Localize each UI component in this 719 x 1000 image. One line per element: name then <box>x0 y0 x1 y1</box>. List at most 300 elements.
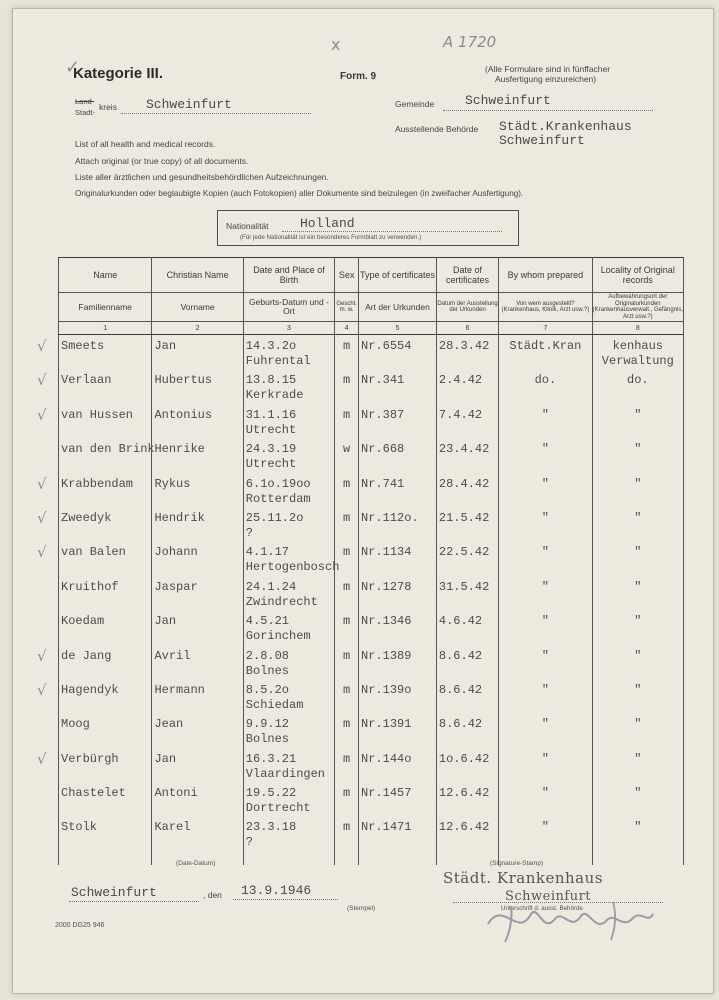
locality: " <box>634 786 642 801</box>
birth-place: Gorinchem <box>245 629 311 644</box>
form-note-line1: (Alle Formulare sind in fünffacher <box>485 64 611 74</box>
cert-date: 8.6.42 <box>438 717 483 732</box>
instruction-line-1: List of all health and medical records. <box>75 139 216 149</box>
footer-place: Schweinfurt <box>71 885 157 900</box>
family-name: Kruithof <box>61 579 119 594</box>
cell-birth <box>243 645 334 679</box>
handwritten-signature <box>483 894 658 946</box>
first-name: Rykus <box>154 476 191 491</box>
prepared-by: " <box>541 717 549 732</box>
locality: " <box>634 682 642 697</box>
blank-cell <box>359 851 437 865</box>
cell-prepared-by <box>499 679 592 713</box>
cell-name <box>37 748 152 782</box>
family-name: van den Brink <box>61 442 155 457</box>
cert-number: Nr.1346 <box>361 614 412 629</box>
blank-cell <box>59 851 152 865</box>
cell-birth <box>243 576 334 610</box>
cell-birth <box>243 816 334 850</box>
birth-date: 24.1.24 <box>245 579 297 594</box>
sex: m <box>342 751 351 766</box>
locality: " <box>634 648 642 663</box>
cell-prepared-by <box>499 645 592 679</box>
instruction-line-2: Attach original (or true copy) of all documents. <box>75 156 249 166</box>
cell-locality <box>592 369 683 403</box>
cell-cert-type <box>359 404 437 438</box>
cert-date: 28.3.42 <box>438 339 490 353</box>
cell-first-name <box>152 473 243 507</box>
cell-cert-date <box>436 473 498 507</box>
signature-note: Unterschrift d. ausst. Behörde <box>501 905 583 912</box>
table-row <box>59 541 684 575</box>
cert-date: 23.4.42 <box>438 442 490 457</box>
cert-date: 8.6.42 <box>438 648 483 663</box>
cell-cert-type <box>359 782 437 816</box>
col-header-geschlecht: Geschl. m. w. <box>335 293 359 322</box>
family-name: Hagendyk <box>61 682 119 697</box>
hospital-stamp-line2: Schweinfurt <box>505 889 592 904</box>
family-name: de Jang <box>61 648 112 663</box>
birth-date: 23.3.18 <box>245 820 297 835</box>
table-row <box>59 610 684 644</box>
locality: " <box>634 476 642 491</box>
birth-place: Bolnes <box>245 663 290 678</box>
cell-locality <box>592 541 683 575</box>
birth-place: Rotterdam <box>245 491 311 506</box>
cell-sex <box>335 713 359 747</box>
cell-first-name <box>152 679 243 713</box>
cell-cert-type <box>359 473 437 507</box>
col-number: 4 <box>335 322 359 335</box>
category-title: Kategorie III. <box>73 65 164 82</box>
col-number: 3 <box>243 322 334 335</box>
family-name: van Hussen <box>61 407 134 422</box>
cert-date: 31.5.42 <box>438 579 490 594</box>
instruction-line-4: Originalurkunden oder beglaubigte Kopien (auch Fotokopien) aller Dokumente sind beizulegen (in zweifacher Ausfertigung). <box>75 189 524 198</box>
kreis-value: Schweinfurt <box>146 97 232 112</box>
birth-date: 9.9.12 <box>245 717 290 732</box>
col-header-christian-name: Christian Name <box>152 258 243 293</box>
cell-name <box>37 473 152 507</box>
cell-cert-type <box>359 679 437 713</box>
cell-locality <box>592 404 683 438</box>
birth-place: ? <box>245 525 253 540</box>
cert-number: Nr.1278 <box>361 579 412 594</box>
gemeinde-value: Schweinfurt <box>465 93 551 108</box>
prepared-by: " <box>541 442 549 457</box>
cell-cert-type <box>359 645 437 679</box>
sex: m <box>342 579 351 594</box>
cell-cert-date <box>436 369 498 403</box>
cell-name <box>37 679 152 713</box>
table-row <box>59 645 684 679</box>
cell-locality <box>592 576 683 610</box>
behoerde-label: Ausstellende Behörde <box>395 124 479 134</box>
cert-number: Nr.1389 <box>361 648 412 663</box>
sex: m <box>342 648 351 663</box>
blank-cell <box>592 851 683 865</box>
family-name: Krabbendam <box>61 476 134 491</box>
records-table <box>37 257 684 865</box>
cell-cert-date <box>436 541 498 575</box>
cell-locality <box>592 438 683 472</box>
col-header-aufbewahrung: Aufbewahrungsort der Originalurkunden (Krankenhausverwalt., Gefängnis, Arzt usw.?) <box>592 294 683 320</box>
nationality-value: Holland <box>300 216 355 231</box>
col-number: 5 <box>359 322 437 335</box>
cell-first-name <box>152 369 243 403</box>
cell-cert-date <box>436 438 498 472</box>
stadt-label: Stadt- <box>75 108 96 117</box>
cell-cert-date <box>436 404 498 438</box>
cell-name <box>59 816 152 850</box>
cell-locality <box>592 335 683 370</box>
footer-date: 13.9.1946 <box>241 883 312 898</box>
cell-prepared-by <box>499 610 592 644</box>
cell-first-name <box>152 816 243 850</box>
cert-date: 12.6.42 <box>438 820 490 835</box>
cert-date: 28.4.42 <box>438 476 490 491</box>
prepared-by: " <box>541 545 549 560</box>
birth-date: 4.5.21 <box>245 614 290 629</box>
nationality-label: Nationalität <box>226 221 269 231</box>
cell-cert-date <box>436 713 498 747</box>
sex: m <box>342 682 351 697</box>
birth-place: Zwindrecht <box>245 594 318 609</box>
cell-prepared-by <box>499 816 592 850</box>
col-header-locality: Locality of Original records <box>592 258 683 293</box>
prepared-by: " <box>541 614 549 629</box>
first-name: Avril <box>154 648 191 663</box>
table-row <box>59 335 684 370</box>
cell-cert-type <box>359 610 437 644</box>
kreis-label: kreis <box>99 102 117 112</box>
cell-cert-type <box>359 748 437 782</box>
cert-date: 2.4.42 <box>438 373 483 388</box>
cell-locality <box>592 816 683 850</box>
locality: " <box>634 510 642 525</box>
birth-place: Bolnes <box>245 732 290 747</box>
family-name: Chastelet <box>61 786 126 801</box>
locality: " <box>634 579 642 594</box>
locality: " <box>634 545 642 560</box>
locality: do. <box>627 373 649 388</box>
cell-name <box>37 369 152 403</box>
cell-first-name <box>152 610 243 644</box>
cert-date: 22.5.42 <box>438 545 490 560</box>
cert-number: Nr.112o. <box>361 510 419 525</box>
first-name: Johann <box>154 545 198 560</box>
cell-prepared-by <box>499 748 592 782</box>
family-name: Verbürgh <box>61 751 119 766</box>
cell-name <box>37 507 152 541</box>
check-mark: √ <box>37 337 47 355</box>
cell-cert-date <box>436 816 498 850</box>
pencil-tick-mark: ✓ <box>65 57 81 78</box>
locality: " <box>634 614 642 629</box>
locality: kenhaus <box>612 339 664 353</box>
cell-birth <box>243 782 334 816</box>
cert-date: 4.6.42 <box>438 614 483 629</box>
sex: m <box>342 476 351 491</box>
col-header-geburt: Geburts-Datum und -Ort <box>243 293 334 322</box>
col-header-art: Art der Urkunden <box>359 293 437 322</box>
cell-cert-date <box>436 576 498 610</box>
col-header-cert-date: Date of certificates <box>436 258 498 293</box>
cell-locality <box>592 713 683 747</box>
cert-number: Nr.341 <box>361 373 405 388</box>
sex: m <box>342 717 351 732</box>
cert-number: Nr.1471 <box>361 820 412 835</box>
cell-birth <box>243 473 334 507</box>
check-mark: √ <box>37 405 47 424</box>
cell-sex <box>335 404 359 438</box>
cell-first-name <box>152 645 243 679</box>
cell-first-name <box>152 335 243 370</box>
cell-prepared-by <box>499 541 592 575</box>
sex: w <box>342 442 351 457</box>
cell-sex <box>335 816 359 850</box>
cell-birth <box>243 404 334 438</box>
prepared-by: " <box>541 786 549 801</box>
cell-locality <box>592 610 683 644</box>
cell-name <box>37 335 152 370</box>
cell-prepared-by <box>499 438 592 472</box>
col-number: 7 <box>499 322 592 335</box>
cert-number: Nr.387 <box>361 407 405 422</box>
first-name: Jean <box>154 717 184 732</box>
birth-date: 8.5.2o <box>245 682 290 697</box>
cell-cert-type <box>359 507 437 541</box>
behoerde-value-line2: Schweinfurt <box>499 133 585 148</box>
cell-sex <box>335 438 359 472</box>
cert-number: Nr.741 <box>361 476 405 491</box>
family-name: Zweedyk <box>61 510 112 525</box>
family-name: Koedam <box>61 614 105 629</box>
first-name: Hendrik <box>154 510 205 525</box>
table-row <box>59 438 684 472</box>
prepared-by: " <box>541 476 549 491</box>
stempel-label: (Stempel) <box>347 905 376 912</box>
col-number: 1 <box>59 322 152 335</box>
prepared-by: " <box>541 648 549 663</box>
cell-cert-type <box>359 541 437 575</box>
cell-first-name <box>152 404 243 438</box>
header-row-numbers <box>59 322 684 335</box>
col-header-familienname: Familienname <box>59 293 152 322</box>
sex: m <box>342 510 351 525</box>
locality: " <box>634 820 642 835</box>
cell-name <box>59 610 152 644</box>
prepared-by: " <box>541 407 549 422</box>
cell-cert-date <box>436 782 498 816</box>
locality: " <box>634 407 642 422</box>
cell-birth <box>243 713 334 747</box>
table-row <box>59 679 684 713</box>
birth-place: ? <box>245 835 253 850</box>
nationality-box <box>217 210 519 246</box>
cell-birth <box>243 748 334 782</box>
table-row <box>59 748 684 782</box>
cert-number: Nr.1391 <box>361 717 412 732</box>
locality: " <box>634 751 642 766</box>
check-mark: √ <box>37 474 47 493</box>
cell-cert-type <box>359 576 437 610</box>
table-row <box>59 507 684 541</box>
first-name: Jan <box>154 339 177 353</box>
check-mark: √ <box>37 508 47 527</box>
pencil-reference: A 1720 <box>443 33 497 51</box>
cell-birth <box>243 369 334 403</box>
cert-number: Nr.139o <box>361 682 412 697</box>
sex: m <box>342 820 351 835</box>
birth-date: 24.3.19 <box>245 442 297 457</box>
check-mark: √ <box>37 749 47 768</box>
cell-locality <box>592 748 683 782</box>
birth-place: Dortrecht <box>245 801 311 816</box>
col-header-birth: Date and Place of Birth <box>243 258 334 293</box>
cell-cert-type <box>359 335 437 370</box>
cell-birth <box>243 679 334 713</box>
birth-date: 31.1.16 <box>245 407 297 422</box>
form-number: Form. 9 <box>340 71 377 82</box>
cell-sex <box>335 679 359 713</box>
cert-number: Nr.668 <box>361 442 405 457</box>
table-row <box>59 404 684 438</box>
cell-locality <box>592 473 683 507</box>
form-note-line2: Ausfertigung einzureichen) <box>495 74 597 84</box>
cell-prepared-by <box>499 507 592 541</box>
col-header-sex: Sex <box>335 258 359 293</box>
cell-name <box>37 404 152 438</box>
col-header-datum: Datum der Ausstellung der Urkunden <box>436 293 498 322</box>
blank-row <box>59 851 684 865</box>
prepared-by: do. <box>534 373 557 388</box>
den-label: , den <box>203 890 222 900</box>
family-name: Smeets <box>61 339 105 353</box>
first-name: Henrike <box>154 442 205 457</box>
cell-sex <box>335 782 359 816</box>
first-name: Hermann <box>154 682 205 697</box>
check-mark: √ <box>37 371 47 390</box>
first-name: Hubertus <box>154 373 213 388</box>
col-number: 6 <box>436 322 498 335</box>
cert-number: Nr.1134 <box>361 545 412 560</box>
pencil-x-mark: x <box>331 35 341 54</box>
cert-date: 12.6.42 <box>438 786 490 801</box>
locality: " <box>634 717 642 732</box>
check-mark: √ <box>37 543 47 562</box>
table-row <box>59 782 684 816</box>
blank-cell <box>335 851 359 865</box>
cell-birth <box>243 610 334 644</box>
prepared-by: " <box>541 820 549 835</box>
cell-birth <box>243 541 340 575</box>
birth-date: 14.3.2o <box>245 339 297 353</box>
col-header-cert-type: Type of certificates <box>359 258 437 293</box>
col-header-prepared-by: By whom prepared <box>499 258 592 293</box>
document-page <box>12 8 714 994</box>
cell-name <box>59 438 155 472</box>
cell-first-name <box>152 713 243 747</box>
cell-prepared-by <box>499 473 592 507</box>
cell-first-name <box>152 748 243 782</box>
table-row <box>59 369 684 403</box>
birth-date: 16.3.21 <box>245 751 297 766</box>
col-header-vorname: Vorname <box>152 293 243 322</box>
gemeinde-label: Gemeinde <box>395 99 435 109</box>
cell-name <box>59 576 152 610</box>
cell-cert-type <box>359 438 437 472</box>
col-number: 2 <box>152 322 243 335</box>
cell-sex <box>335 576 359 610</box>
prepared-by: " <box>541 579 549 594</box>
locality: " <box>634 442 642 457</box>
nationality-note: (Für jede Nationalität ist ein besonderes Formblatt zu verwenden.) <box>240 234 422 241</box>
cert-number: Nr.1457 <box>361 786 412 801</box>
locality-line2: Verwaltung <box>601 354 674 368</box>
cell-name <box>37 645 152 679</box>
cell-prepared-by <box>499 404 592 438</box>
birth-place: Kerkrade <box>245 388 304 403</box>
table-row <box>59 816 684 850</box>
birth-place: Vlaardingen <box>245 766 326 781</box>
first-name: Jan <box>154 614 177 629</box>
birth-date: 6.1o.19oo <box>245 476 311 491</box>
first-name: Antonius <box>154 407 213 422</box>
cell-prepared-by <box>499 576 592 610</box>
instruction-line-3: Liste aller ärztlichen und gesundheitsbehördlichen Aufzeichnungen. <box>75 172 329 182</box>
cert-date: 7.4.42 <box>438 407 483 422</box>
blank-cell <box>243 851 334 865</box>
birth-date: 4.1.17 <box>245 545 290 560</box>
birth-date: 19.5.22 <box>245 786 297 801</box>
cert-date: 1o.6.42 <box>438 751 490 766</box>
cell-first-name <box>152 782 243 816</box>
cell-prepared-by <box>499 369 592 403</box>
birth-place: Hertogenbosch <box>245 560 340 575</box>
cell-cert-date <box>436 679 498 713</box>
sex: m <box>342 786 351 801</box>
cell-locality <box>592 645 683 679</box>
table-row <box>59 576 684 610</box>
prepared-by: " <box>541 751 549 766</box>
cell-locality <box>592 679 683 713</box>
sex: m <box>342 407 351 422</box>
cell-sex <box>335 369 359 403</box>
cell-sex <box>335 507 359 541</box>
prepared-by: Städt.Kran <box>509 339 582 353</box>
birth-date: 25.11.2o <box>245 510 304 525</box>
cell-cert-date <box>436 610 498 644</box>
cell-sex <box>335 610 359 644</box>
cell-first-name <box>152 507 243 541</box>
sex: m <box>342 614 351 629</box>
header-row-german <box>59 293 684 322</box>
form-code: 2000 DG25 946 <box>55 922 105 929</box>
first-name: Antoni <box>154 786 198 801</box>
cell-birth <box>243 335 334 370</box>
first-name: Karel <box>154 820 191 835</box>
family-name: Stolk <box>61 820 98 835</box>
cell-locality <box>592 507 683 541</box>
cell-first-name <box>152 438 243 472</box>
family-name: van Balen <box>61 545 126 560</box>
table-row <box>59 473 684 507</box>
cell-cert-date <box>436 645 498 679</box>
cert-number: Nr.6554 <box>361 339 412 353</box>
cell-sex <box>335 645 359 679</box>
prepared-by: " <box>541 682 549 697</box>
